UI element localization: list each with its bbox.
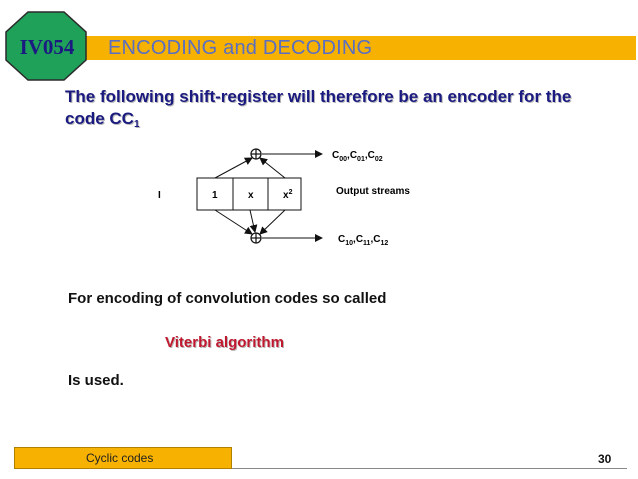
bottom-output-label: $C_{10},C_{11},C_{12}$ <box>338 234 389 247</box>
output-streams-label: Output streams <box>336 186 410 197</box>
intro-line-1: The following shift-register will therefore be an encoder for the <box>65 87 572 106</box>
register-cell-2: x <box>248 190 254 201</box>
encoding-text: For encoding of convolution codes so called <box>68 290 387 307</box>
top-output-label: $C_{00},C_{01},C_{02}$ <box>332 150 383 163</box>
algorithm-name: Viterbi algorithm <box>165 334 284 351</box>
course-code: IV054 <box>19 35 75 59</box>
used-text: Is used. <box>68 372 124 389</box>
top-xor-node <box>251 149 261 159</box>
register-cell-3-superscript: 2 <box>288 189 293 196</box>
footer-divider <box>232 468 627 469</box>
tap-cell3-to-top-xor <box>260 158 285 178</box>
shift-register <box>197 178 301 210</box>
slide-title: ENCODING and DECODING <box>108 37 373 59</box>
register-cell-3-base: x <box>283 190 289 201</box>
tap-cell3-to-bottom-xor <box>260 210 285 234</box>
intro-code-name: code CC <box>65 109 134 128</box>
bottom-xor-node <box>251 233 261 243</box>
tap-cell2-to-bottom-xor <box>250 210 255 232</box>
tap-cell1-to-bottom-xor <box>215 210 252 234</box>
page-number: 30 <box>598 452 612 466</box>
intro-code-subscript: 1 <box>133 119 140 130</box>
register-cell-1: 1 <box>212 190 218 201</box>
tap-cell1-to-top-xor <box>215 158 252 178</box>
input-label: I <box>158 190 161 201</box>
footer-label: Cyclic codes <box>86 451 154 465</box>
